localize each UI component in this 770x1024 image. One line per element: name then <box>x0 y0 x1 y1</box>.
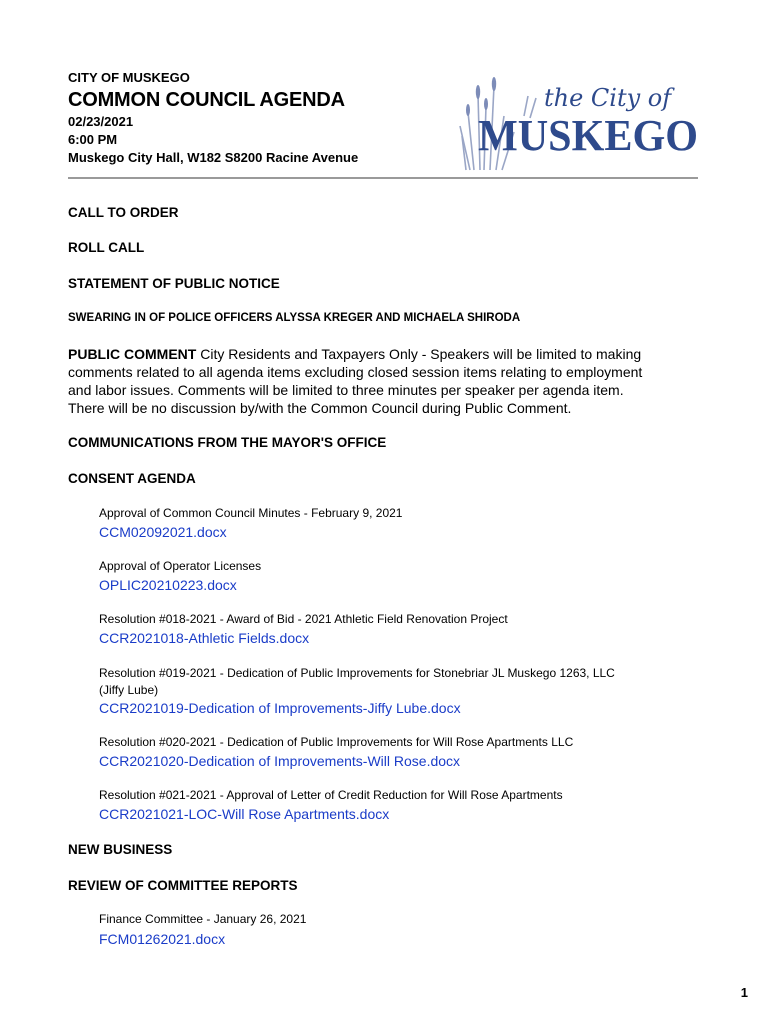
public-comment-line-2: comments related to all agenda items excluding closed session items relating to employment <box>68 364 643 380</box>
roll-call-heading: ROLL CALL <box>68 240 145 255</box>
consent-item-desc: Resolution #018-2021 - Award of Bid - 2021 Athletic Field Renovation Project <box>99 612 508 626</box>
consent-item-link[interactable]: CCR2021019-Dedication of Improvements-Jiffy Lube.docx <box>99 700 461 716</box>
public-comment-paragraph <box>68 345 698 417</box>
public-comment-line-1: PUBLIC COMMENT City Residents and Taxpayers Only - Speakers will be limited to making <box>68 346 642 362</box>
public-notice-heading: STATEMENT OF PUBLIC NOTICE <box>68 276 280 291</box>
meeting-location: Muskego City Hall, W182 S8200 Racine Avenue <box>68 150 359 165</box>
meeting-date: 02/23/2021 <box>68 114 134 129</box>
logo-name: MUSKEGO <box>478 111 698 160</box>
consent-item-link[interactable]: CCR2021020-Dedication of Improvements-Will Rose.docx <box>99 753 461 769</box>
committee-item-desc: Finance Committee - January 26, 2021 <box>99 912 307 926</box>
mayor-communications-heading: COMMUNICATIONS FROM THE MAYOR'S OFFICE <box>68 435 387 450</box>
consent-item-desc: Resolution #020-2021 - Dedication of Public Improvements for Will Rose Apartments LLC <box>99 735 574 749</box>
consent-item-desc: Resolution #021-2021 - Approval of Letter of Credit Reduction for Will Rose Apartments <box>99 788 563 802</box>
consent-item-desc: Approval of Common Council Minutes - February 9, 2021 <box>99 506 403 520</box>
consent-item-link[interactable]: CCR2021018-Athletic Fields.docx <box>99 630 310 646</box>
muskego-logo <box>456 66 701 172</box>
header-divider <box>68 177 698 179</box>
page-number: 1 <box>740 985 748 1000</box>
logo-tagline: the City of <box>544 84 672 112</box>
committee-reports-heading: REVIEW OF COMMITTEE REPORTS <box>68 878 298 893</box>
consent-item-desc-cont: (Jiffy Lube) <box>99 683 159 697</box>
consent-agenda-heading: CONSENT AGENDA <box>68 471 196 486</box>
public-comment-line-4: There will be no discussion by/with the Common Council during Public Comment. <box>68 400 572 416</box>
new-business-heading: NEW BUSINESS <box>68 842 173 857</box>
page-title: COMMON COUNCIL AGENDA <box>68 89 345 111</box>
city-name: CITY OF MUSKEGO <box>68 70 190 85</box>
public-comment-label: PUBLIC COMMENT <box>68 346 197 362</box>
swearing-in-heading: SWEARING IN OF POLICE OFFICERS ALYSSA KREGER AND MICHAELA SHIRODA <box>68 312 521 324</box>
public-comment-line-3: and labor issues. Comments will be limited to three minutes per speaker per agenda item. <box>68 382 624 398</box>
consent-item-link[interactable]: CCM02092021.docx <box>99 524 227 540</box>
consent-item-desc: Approval of Operator Licenses <box>99 559 262 573</box>
consent-item-link[interactable]: OPLIC20210223.docx <box>99 577 237 593</box>
consent-item-desc: Resolution #019-2021 - Dedication of Public Improvements for Stonebriar JL Muskego 1263, LLC <box>99 666 615 680</box>
meeting-time: 6:00 PM <box>68 132 118 147</box>
consent-item-link[interactable]: CCR2021021-LOC-Will Rose Apartments.docx <box>99 806 390 822</box>
call-to-order-heading: CALL TO ORDER <box>68 205 179 220</box>
committee-item-link[interactable]: FCM01262021.docx <box>99 931 226 947</box>
